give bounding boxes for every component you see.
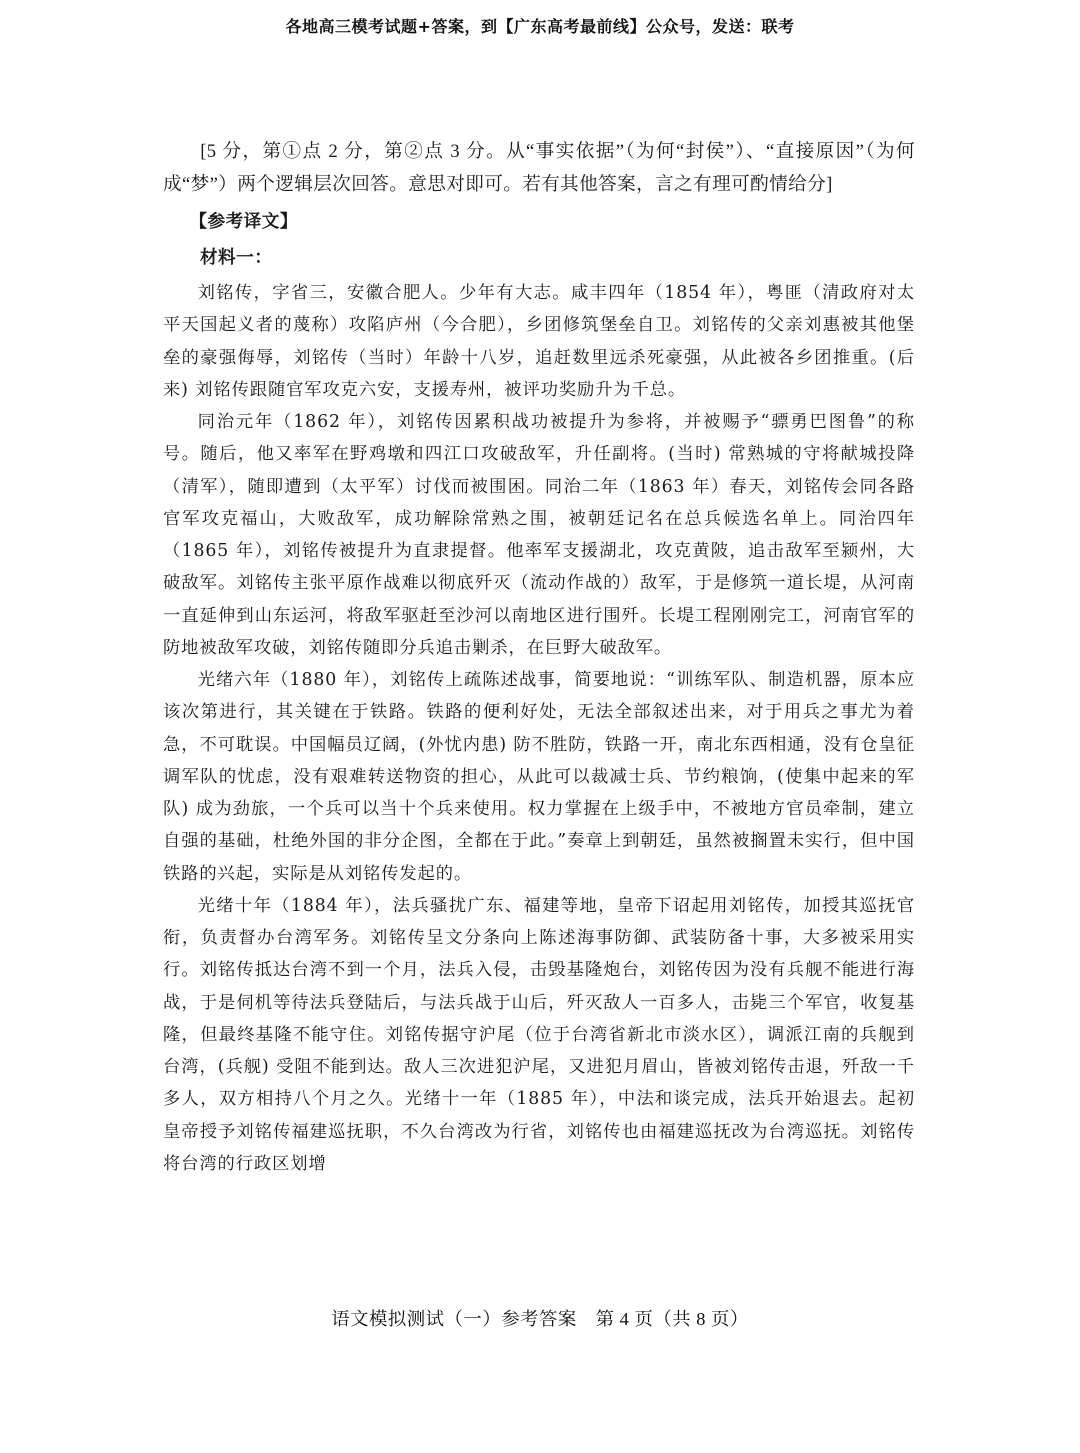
scoring-note: [5 分，第①点 2 分，第②点 3 分。从“事实依据”（为何“封侯”）、“直接原因”（为何成“梦”）两个逻辑层次回答。意思对即可。若有其他答案，言之有理可酌情给分] <box>163 141 915 195</box>
translation-paragraph: 光绪十年（1884 年），法兵骚扰广东、福建等地，皇帝下诏起用刘铭传，加授其巡抚官衔，负责督办台湾军务。刘铭传呈文分条向上陈述海事防御、武装防备十事，大多被采用实行。刘铭传抵达台湾不到一个月，法兵入侵，击毁基隆炮台，刘铭传因为没有兵舰不能进行海战，于是伺机等待法兵登陆后，与法兵战于山后，歼灭敌人一百多人，击毙三个军官，收复基隆，但最终基隆不能守住。刘铭传据守沪尾（位于台湾省新北市淡水区），调派江南的兵舰到台湾，(兵舰) 受阻不能到达。敌人三次进犯沪尾，又进犯月眉山，皆被刘铭传击退，歼敌一千多人，双方相持八个月之久。光绪十一年（1885 年），中法和谈完成，法兵开始退去。起初皇帝授予刘铭传福建巡抚职，不久台湾改为行省，刘铭传也由福建巡抚改为台湾巡抚。刘铭传将台湾的行政区划增 <box>163 895 915 1174</box>
translation-paragraph: 刘铭传，字省三，安徽合肥人。少年有大志。咸丰四年（1854 年），粤匪（清政府对太平天国起义者的蔑称）攻陷庐州（今合肥），乡团修筑堡垒自卫。刘铭传的父亲刘惠被其他堡垒的豪强侮辱，刘铭传（当时）年龄十八岁，追赶数里远杀死豪强，从此被各乡团推重。(后来) 刘铭传跟随官军攻克六安，支援寿州，被评功奖励升为千总。 <box>163 283 915 400</box>
translation-heading: 【参考译文】 <box>189 212 298 233</box>
translation-paragraph: 光绪六年（1880 年），刘铭传上疏陈述战事，简要地说：“训练军队、制造机器，原本应该次第进行，其关键在于铁路。铁路的便利好处，无法全部叙述出来，对于用兵之事尤为着急，不可耽误。中国幅员辽阔，(外忧内患) 防不胜防，铁路一开，南北东西相通，没有仓皇征调军队的忧虑，没有艰难转送物资的担心，从此可以裁减士兵、节约粮饷，(使集中起来的军队) 成为劲旅，一个兵可以当十个兵来使用。权力掌握在上级手中，不被地方官员牵制，建立自强的基础，杜绝外国的非分企图，全都在于此。”奏章上到朝廷，虽然被搁置未实行，但中国铁路的兴起，实际是从刘铭传发起的。 <box>163 670 915 884</box>
material-label: 材料一： <box>199 248 273 269</box>
document-body <box>163 136 915 1180</box>
top-banner: 各地高三模考试题+答案，到【广东高考最前线】公众号，发送：联考 <box>285 17 795 36</box>
page-footer: 语文模拟测试（一）参考答案 第 4 页（共 8 页） <box>331 1309 749 1329</box>
translation-paragraph: 同治元年（1862 年），刘铭传因累积战功被提升为参将，并被赐予“骠勇巴图鲁”的称号。随后，他又率军在野鸡墩和四江口攻破敌军，升任副将。(当时) 常熟城的守将献城投降（清军），随即遭到（太平军）讨伐而被围困。同治二年（1863 年）春天，刘铭传会同各路官军攻克福山，大败敌军，成功解除常熟之围，被朝廷记名在总兵候选名单上。同治四年（1865 年），刘铭传被提升为直隶提督。他率军支援湖北，攻克黄陂，追击敌军至颍州，大破敌军。刘铭传主张平原作战难以彻底歼灭（流动作战的）敌军，于是修筑一道长堤，从河南一直延伸到山东运河，将敌军驱赶至沙河以南地区进行围歼。长堤工程刚刚完工，河南官军的防地被敌军攻破，刘铭传随即分兵追击剿杀，在巨野大破敌军。 <box>163 412 915 658</box>
